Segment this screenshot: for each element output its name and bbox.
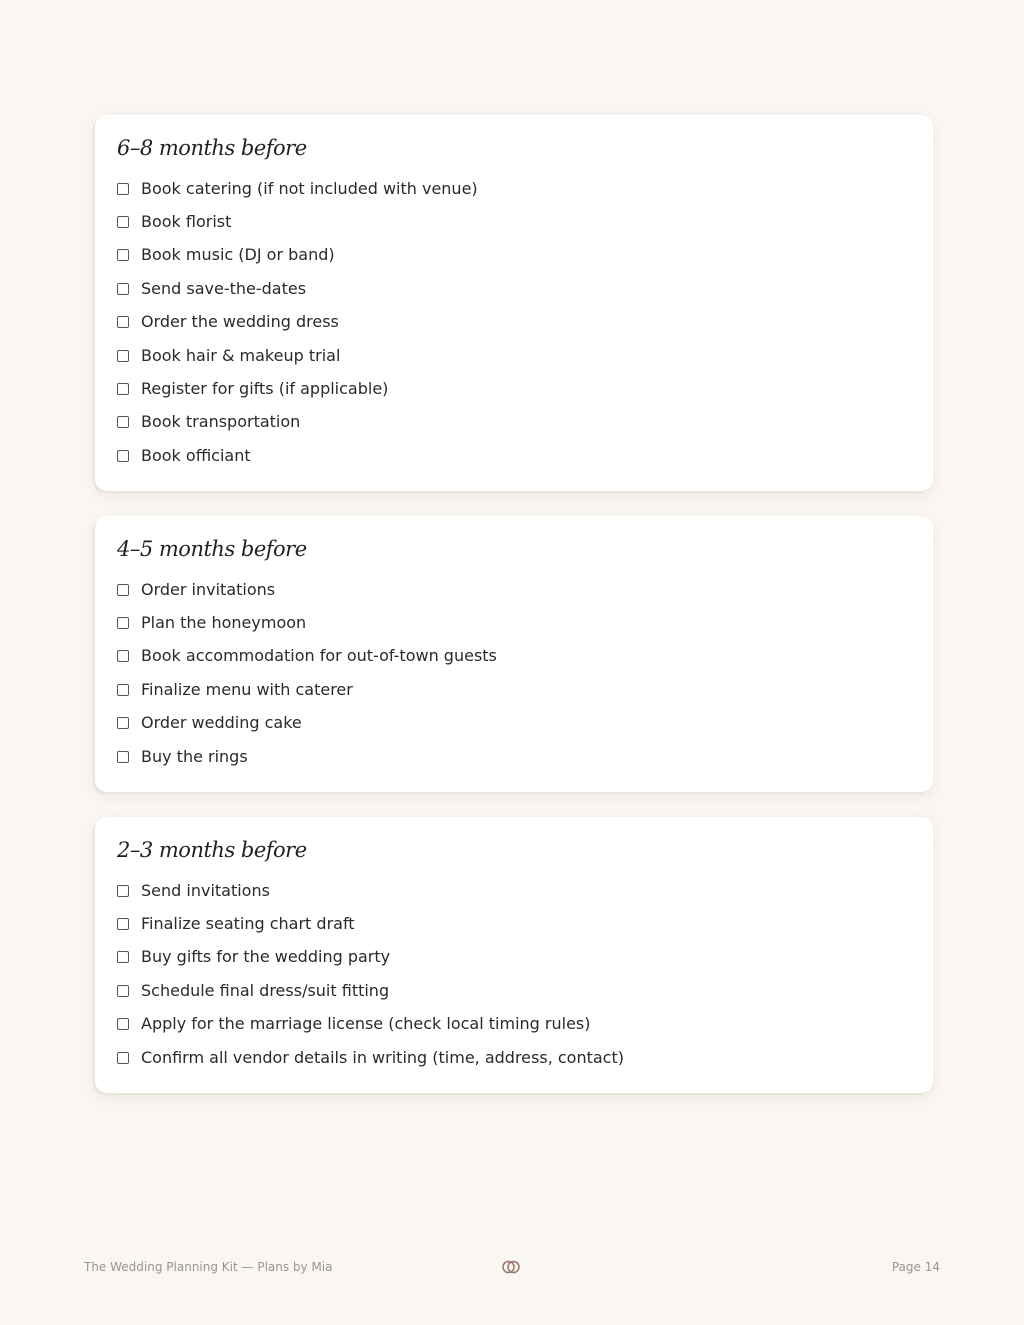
checkbox[interactable] <box>117 918 129 930</box>
checkbox[interactable] <box>117 1018 129 1030</box>
section-title: 4–5 months before <box>117 537 307 561</box>
checklist-item-label: Send invitations <box>141 880 270 900</box>
rings-icon <box>501 1258 521 1276</box>
checklist-card-4-5-months <box>95 516 933 792</box>
checkbox[interactable] <box>117 416 129 428</box>
checklist-item[interactable] <box>117 442 911 475</box>
checklist-item[interactable] <box>117 877 911 910</box>
checklist-item[interactable] <box>117 242 911 275</box>
checkbox[interactable] <box>117 584 129 596</box>
checklist-item[interactable] <box>117 576 911 609</box>
checklist-item-label: Order the wedding dress <box>141 312 339 332</box>
checklist-item-label: Book music (DJ or band) <box>141 245 335 265</box>
checklist <box>117 576 911 776</box>
checkbox[interactable] <box>117 885 129 897</box>
checklist-item[interactable] <box>117 409 911 442</box>
checkbox[interactable] <box>117 617 129 629</box>
checkbox[interactable] <box>117 350 129 362</box>
checkbox[interactable] <box>117 717 129 729</box>
checklist-item-label: Book officiant <box>141 445 251 465</box>
checklist-item-label: Send save-the-dates <box>141 278 307 298</box>
checklist-item-label: Plan the honeymoon <box>141 613 307 633</box>
checklist-item-label: Book accommodation for out-of-town guests <box>141 646 497 666</box>
checklist-card-2-3-months <box>95 817 933 1093</box>
checkbox[interactable] <box>117 650 129 662</box>
checklist <box>117 175 911 476</box>
checklist-item[interactable] <box>117 643 911 676</box>
checkbox[interactable] <box>117 283 129 295</box>
checkbox[interactable] <box>117 951 129 963</box>
footer-title: The Wedding Planning Kit — Plans by Mia <box>84 1260 333 1274</box>
checklist-item[interactable] <box>117 1044 911 1077</box>
checkbox[interactable] <box>117 1052 129 1064</box>
checklist-item-label: Apply for the marriage license (check local timing rules) <box>141 1014 591 1034</box>
checklist-item[interactable] <box>117 275 911 308</box>
checkbox[interactable] <box>117 751 129 763</box>
checkbox[interactable] <box>117 216 129 228</box>
checklist-item[interactable] <box>117 1011 911 1044</box>
section-title: 2–3 months before <box>117 838 307 862</box>
checklist-item[interactable] <box>117 743 911 776</box>
section-title: 6–8 months before <box>117 136 307 160</box>
checklist-item[interactable] <box>117 676 911 709</box>
checklist-item[interactable] <box>117 710 911 743</box>
checkbox[interactable] <box>117 383 129 395</box>
checklist-item-label: Register for gifts (if applicable) <box>141 379 389 399</box>
checklist-item-label: Schedule final dress/suit fitting <box>141 980 390 1000</box>
checklist-item[interactable] <box>117 309 911 342</box>
checklist-item-label: Book transportation <box>141 412 301 432</box>
checklist-item[interactable] <box>117 910 911 943</box>
page-number: Page 14 <box>891 1260 940 1274</box>
checklist-item[interactable] <box>117 609 911 642</box>
checklist-item-label: Buy gifts for the wedding party <box>141 947 391 967</box>
checkbox[interactable] <box>117 183 129 195</box>
checklist-item-label: Finalize menu with caterer <box>141 679 353 699</box>
checklist-item-label: Book hair & makeup trial <box>141 345 341 365</box>
checklist-item[interactable] <box>117 208 911 241</box>
checklist-item[interactable] <box>117 342 911 375</box>
checkbox[interactable] <box>117 316 129 328</box>
checklist-card-6-8-months <box>95 115 933 491</box>
checklist-item[interactable] <box>117 375 911 408</box>
checklist-item-label: Order invitations <box>141 579 276 599</box>
checklist-item-label: Buy the rings <box>141 746 248 766</box>
checklist-item-label: Book catering (if not included with venue) <box>141 178 478 198</box>
checklist <box>117 877 911 1077</box>
checklist-item-label: Order wedding cake <box>141 713 302 733</box>
checklist-item-label: Book florist <box>141 212 232 232</box>
checkbox[interactable] <box>117 249 129 261</box>
checklist-item[interactable] <box>117 977 911 1010</box>
checklist-item-label: Finalize seating chart draft <box>141 914 355 934</box>
checkbox[interactable] <box>117 985 129 997</box>
checkbox[interactable] <box>117 684 129 696</box>
checkbox[interactable] <box>117 450 129 462</box>
checklist-item[interactable] <box>117 944 911 977</box>
checklist-item[interactable] <box>117 175 911 208</box>
checklist-item-label: Confirm all vendor details in writing (time, address, contact) <box>141 1047 624 1067</box>
page-footer <box>84 1258 940 1278</box>
